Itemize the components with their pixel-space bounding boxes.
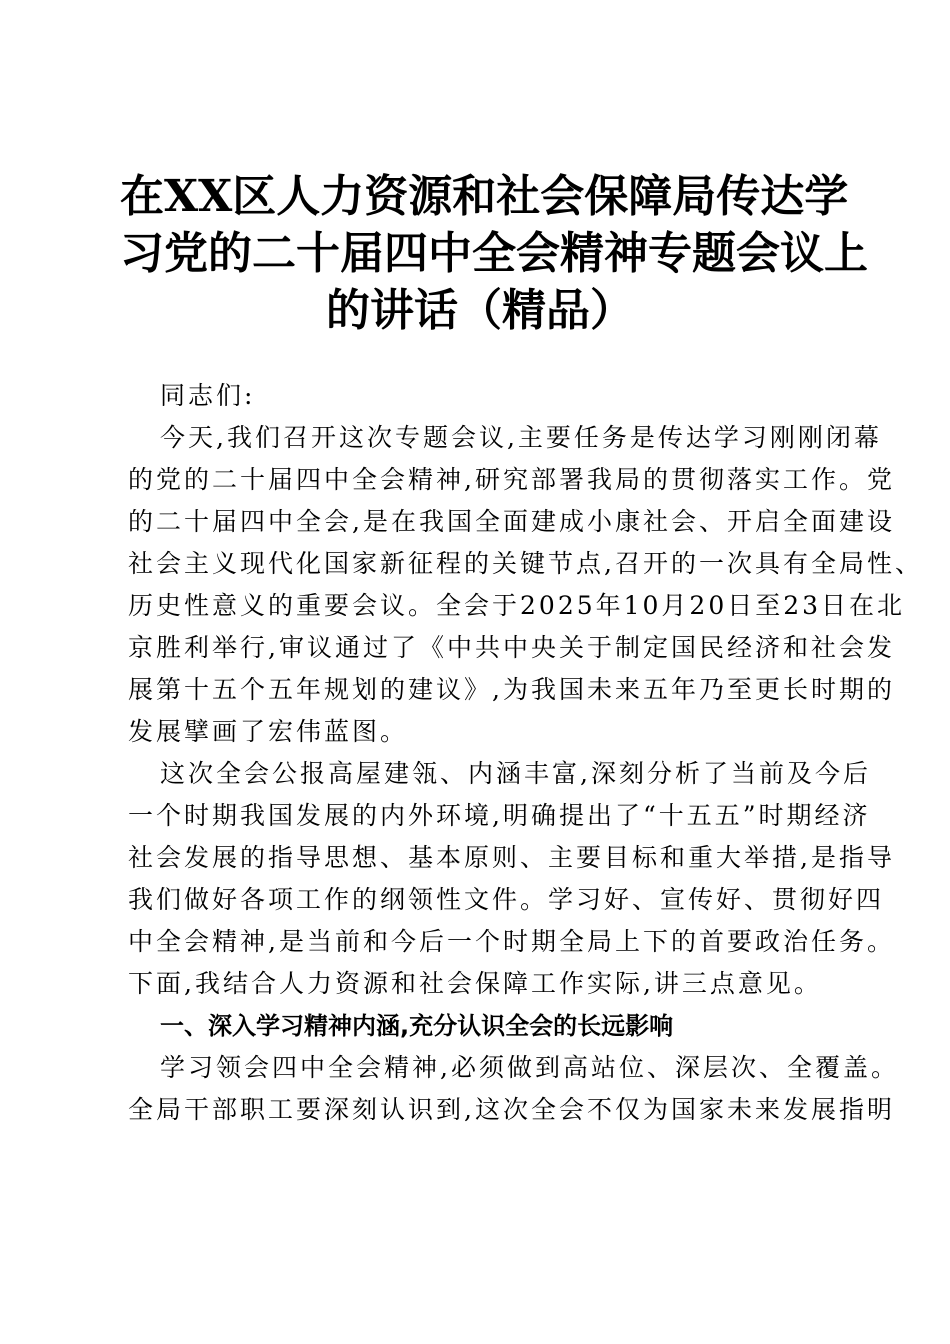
paragraph-line: 的二十届四中全会,是在我国全面建成小康社会、开启全面建设 bbox=[128, 507, 895, 536]
title-line-1: 在XX区人力资源和社会保障局传达学 bbox=[120, 171, 849, 222]
title-line-3: 的讲话（精品） bbox=[326, 285, 634, 336]
paragraph-line: 我们做好各项工作的纲领性文件。学习好、宣传好、贯彻好四 bbox=[128, 885, 885, 914]
title-line-2: 习党的二十届四中全会精神专题会议上 bbox=[120, 228, 868, 279]
paragraph-line: 一个时期我国发展的内外环境,明确提出了“十五五”时期经济 bbox=[128, 801, 871, 830]
document-body bbox=[128, 375, 923, 1131]
paragraph-line: 的党的二十届四中全会精神,研究部署我局的贯彻落实工作。党 bbox=[128, 465, 895, 494]
paragraph-line: 展第十五个五年规划的建议》,为我国未来五年乃至更长时期的 bbox=[128, 675, 895, 704]
paragraph-line: 今天,我们召开这次专题会议,主要任务是传达学习刚刚闭幕 bbox=[160, 423, 882, 452]
paragraph-line: 发展擘画了宏伟蓝图。 bbox=[128, 717, 409, 746]
paragraph-line: 京胜利举行,审议通过了《中共中央关于制定国民经济和社会发 bbox=[128, 633, 895, 662]
paragraph-line: 历史性意义的重要会议。全会于2025年10月20日至23日在北 bbox=[128, 591, 906, 620]
paragraph-line: 全局干部职工要深刻认识到,这次全会不仅为国家未来发展指明 bbox=[128, 1095, 895, 1124]
paragraph-2 bbox=[128, 753, 895, 1005]
paragraph-line: 社会主义现代化国家新征程的关键节点,召开的一次具有全局性、 bbox=[128, 549, 923, 578]
section-heading: 一、深入学习精神内涵,充分认识全会的长远影响 bbox=[160, 1012, 674, 1040]
paragraph-line: 学习领会四中全会精神,必须做到高站位、深层次、全覆盖。 bbox=[160, 1053, 899, 1082]
salutation: 同志们: bbox=[160, 381, 256, 410]
paragraph-line: 这次全会公报高屋建瓴、内涵丰富,深刻分析了当前及今后 bbox=[160, 759, 871, 788]
section-paragraph bbox=[128, 1047, 899, 1131]
paragraph-line: 中全会精神,是当前和今后一个时期全局上下的首要政治任务。 bbox=[128, 927, 895, 956]
document-title bbox=[120, 168, 868, 339]
paragraph-line: 社会发展的指导思想、基本原则、主要目标和重大举措,是指导 bbox=[128, 843, 895, 872]
paragraph-1 bbox=[128, 417, 923, 753]
paragraph-line: 下面,我结合人力资源和社会保障工作实际,讲三点意见。 bbox=[128, 969, 822, 998]
